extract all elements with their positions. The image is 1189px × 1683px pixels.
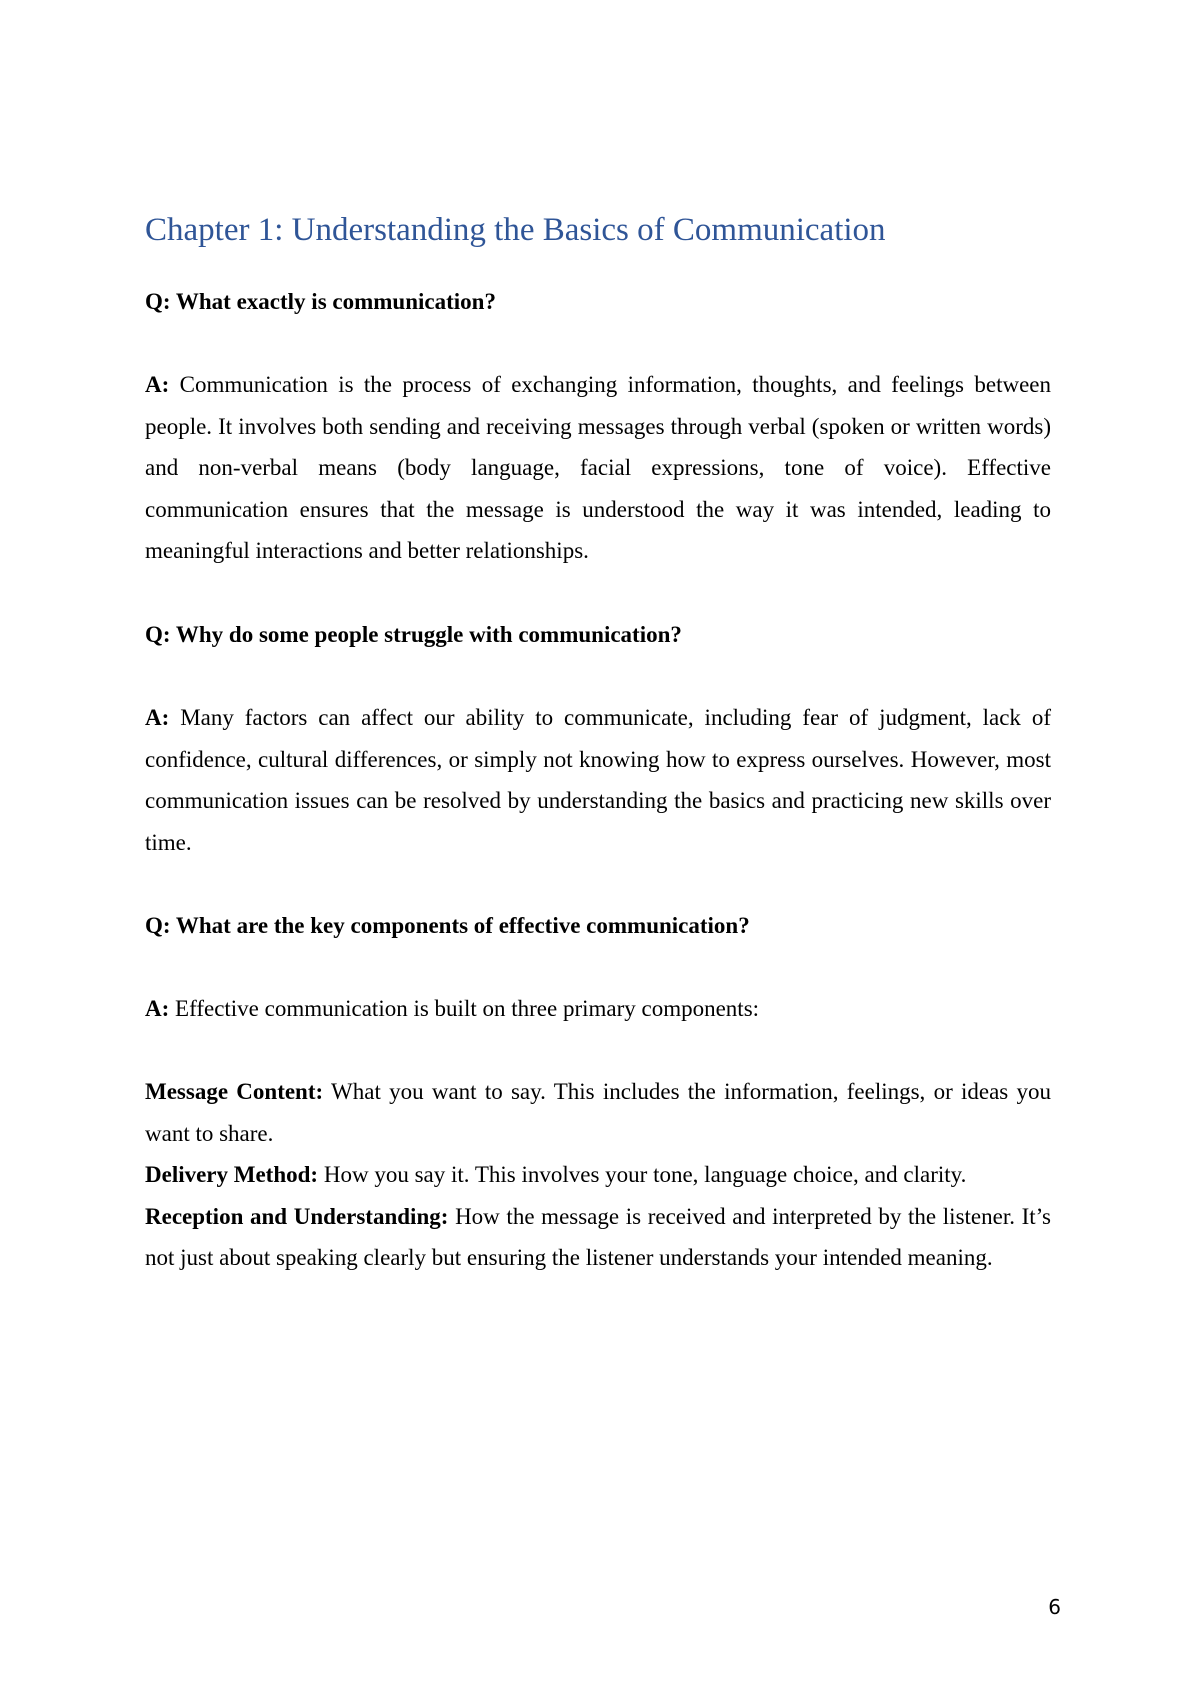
answer-2-text: Many factors can affect our ability to communicate, including fear of judgment, lack of confidence, cultural differences, or simply not knowing how to express ourselves. However, most communication issues can be resolved by understanding the basics and practicing new skills over time. (145, 705, 1052, 855)
answer-2 (145, 697, 1051, 863)
answer-3 (145, 988, 1051, 1030)
question-2: Q: Why do some people struggle with communication? (145, 622, 682, 647)
component-1-label: Message Content: (145, 1079, 324, 1104)
answer-1 (145, 364, 1051, 572)
component-message-content (145, 1071, 1051, 1154)
component-3-label: Reception and Understanding: (145, 1203, 449, 1229)
answer-1-text: Communication is the process of exchanging information, thoughts, and feelings between people. It involves both sending and receiving messages through verbal (spoken or written words) and non-verbal means (body language, facial expressions, tone of voice). Effective communication ensures that the message is understood the way it was intended, leading to meaningful interactions and better relationships. (145, 372, 1051, 563)
question-1: Q: What exactly is communication? (145, 289, 496, 314)
page-number: 6 (1048, 1595, 1061, 1619)
components-list (145, 1071, 1051, 1279)
answer-1-label: A: (145, 372, 170, 397)
component-1-text: What you want to say. This includes the information, feelings, or ideas you want to share. (145, 1079, 1052, 1146)
answer-3-label: A: (145, 996, 170, 1021)
answer-2-label: A: (145, 705, 170, 730)
question-3: Q: What are the key components of effective communication? (145, 913, 750, 938)
answer-3-text: Effective communication is built on three primary components: (175, 996, 760, 1021)
component-delivery-method (145, 1154, 1051, 1196)
component-3-text: How the message is received and interpreted by the listener. It’s not just about speaking clearly but ensuring the listener understands your intended meaning. (145, 1203, 1052, 1270)
component-reception-understanding (145, 1196, 1051, 1279)
component-2-text: How you say it. This involves your tone, language choice, and clarity. (323, 1162, 967, 1187)
component-2-label: Delivery Method: (145, 1162, 319, 1187)
chapter-title: Chapter 1: Understanding the Basics of Communication (145, 212, 886, 248)
